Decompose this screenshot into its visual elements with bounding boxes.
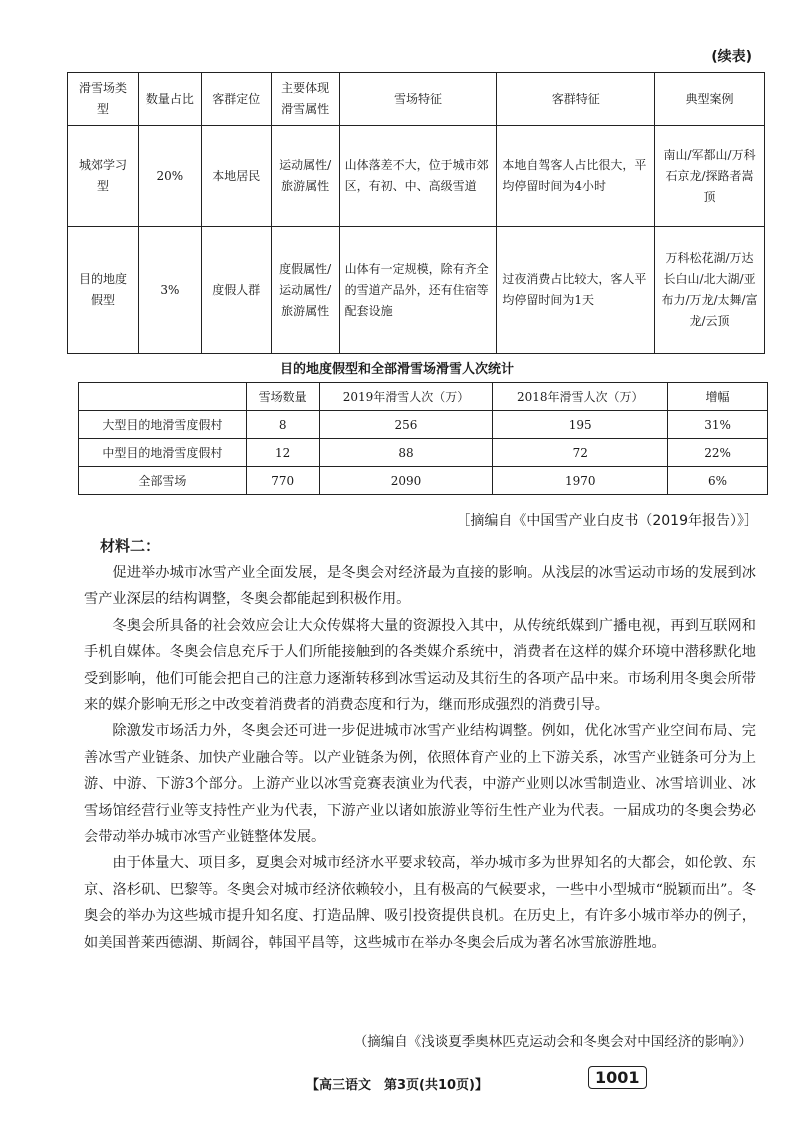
table-cell: 大型目的地滑雪度假村 xyxy=(79,411,247,439)
table-row xyxy=(79,467,768,495)
paragraph: 冬奥会所具备的社会效应会让大众传媒将大量的资源投入其中，从传统纸媒到广播电视，再到互联网和手机自媒体。冬奥会信息充斥于人们所能接触到的各类媒介系统中，消费者在这样的媒介环境中潜移默化地受到影响，他们可能会把自己的注意力逐渐转移到冰雪运动及其衍生的各项产品中来。市场利用冬奥会所带来的媒介影响无形之中改变着消费者的消费态度和行为，继而形成强烈的消费引导。 xyxy=(84,617,756,714)
table-cell: 山体落差不大，位于城市郊区，有初、中、高级雪道 xyxy=(339,126,497,227)
table-header-row xyxy=(79,383,768,411)
header-cell: 典型案例 xyxy=(655,73,765,126)
header-cell: 增幅 xyxy=(668,383,768,411)
header-cell: 雪场特征 xyxy=(339,73,497,126)
table-cell: 中型目的地滑雪度假村 xyxy=(79,439,247,467)
header-cell: 2019年滑雪人次（万） xyxy=(319,383,493,411)
table-cell: 72 xyxy=(493,439,668,467)
table-cell: 度假属性/运动属性/旅游属性 xyxy=(271,227,339,354)
header-cell: 客群定位 xyxy=(201,73,271,126)
header-cell: 滑雪场类型 xyxy=(68,73,139,126)
table-cell: 20% xyxy=(138,126,201,227)
header-cell: 客群特征 xyxy=(497,73,655,126)
table-cell: 过夜消费占比较大，客人平均停留时间为1天 xyxy=(497,227,655,354)
header-cell: 数量占比 xyxy=(138,73,201,126)
table-row xyxy=(79,411,768,439)
ski-resort-type-table xyxy=(67,72,765,354)
table-cell: 本地自驾客人占比很大，平均停留时间为4小时 xyxy=(497,126,655,227)
table-header-row xyxy=(68,73,765,126)
table-cell: 2090 xyxy=(319,467,493,495)
table-row xyxy=(68,227,765,354)
page-footer: 【高三语文 第3页(共10页)】 xyxy=(305,1078,489,1093)
table-cell: 全部雪场 xyxy=(79,467,247,495)
table-cell: 256 xyxy=(319,411,493,439)
source-citation-2: （摘编自《浅谈夏季奥林匹克运动会和冬奥会对中国经济的影响》） xyxy=(353,1034,752,1050)
table-cell: 1970 xyxy=(493,467,668,495)
table-cell: 目的地度假型 xyxy=(68,227,139,354)
table-cell: 山体有一定规模，除有齐全的雪道产品外，还有住宿等配套设施 xyxy=(339,227,497,354)
table-cell: 195 xyxy=(493,411,668,439)
table-cell: 运动属性/旅游属性 xyxy=(271,126,339,227)
table-cell: 6% xyxy=(668,467,768,495)
table-cell: 88 xyxy=(319,439,493,467)
table-cell: 22% xyxy=(668,439,768,467)
skier-visits-table xyxy=(78,382,768,495)
table2-title: 目的地度假型和全部滑雪场滑雪人次统计 xyxy=(279,362,514,377)
paragraph: 除激发市场活力外，冬奥会还可进一步促进城市冰雪产业结构调整。例如，优化冰雪产业空间布局、完善冰雪产业链条、加快产业融合等。以产业链条为例，依照体育产业的上下游关系，冰雪产业链条可分为上游、中游、下游3个部分。上游产业以冰雪竞赛表演业为代表，中游产业则以冰雪制造业、冰雪培训业、冰雪场馆经营行业等支持性产业为代表，下游产业以诸如旅游业等衍生性产业为代表。一届成功的冬奥会势必会带动举办城市冰雪产业链整体发展。 xyxy=(84,723,756,846)
material2-title: 材料二： xyxy=(100,537,161,555)
table-cell: 12 xyxy=(246,439,319,467)
header-cell: 雪场数量 xyxy=(246,383,319,411)
table-row xyxy=(68,126,765,227)
header-cell: 2018年滑雪人次（万） xyxy=(493,383,668,411)
table-cell: 本地居民 xyxy=(201,126,271,227)
table-cell: 度假人群 xyxy=(201,227,271,354)
table-cell: 南山/军都山/万科石京龙/探路者嵩顶 xyxy=(655,126,765,227)
header-cell: 主要体现滑雪属性 xyxy=(271,73,339,126)
source-citation-1: ［摘编自《中国雪产业白皮书（2019年报告）》］ xyxy=(456,513,758,529)
paragraph: 由于体量大、项目多，夏奥会对城市经济水平要求较高，举办城市多为世界知名的大都会，如伦敦、东京、洛杉矶、巴黎等。冬奥会对城市经济依赖较小，且有极高的气候要求，一些中小型城市“脱颖而出”。冬奥会的举办为这些城市提升知名度、打造品牌、吸引投资提供良机。在历史上，有许多小城市举办的例子，如美国普莱西德湖、斯阔谷，韩国平昌等，这些城市在举办冬奥会后成为著名冰雪旅游胜地。 xyxy=(84,855,756,951)
paragraph: 促进举办城市冰雪产业全面发展，是冬奥会对经济最为直接的影响。从浅层的冰雪运动市场的发展到冰雪产业深层的结构调整，冬奥会都能起到积极作用。 xyxy=(84,565,756,608)
page-code-badge: 1001 xyxy=(588,1066,647,1089)
table-row xyxy=(79,439,768,467)
material2-body xyxy=(84,560,756,956)
header-cell xyxy=(79,383,247,411)
table-cell: 城郊学习型 xyxy=(68,126,139,227)
continued-label: (续表) xyxy=(711,49,752,65)
table-cell: 31% xyxy=(668,411,768,439)
table-cell: 8 xyxy=(246,411,319,439)
table-cell: 万科松花湖/万达长白山/北大湖/亚布力/万龙/太舞/富龙/云顶 xyxy=(655,227,765,354)
table-cell: 3% xyxy=(138,227,201,354)
table-cell: 770 xyxy=(246,467,319,495)
